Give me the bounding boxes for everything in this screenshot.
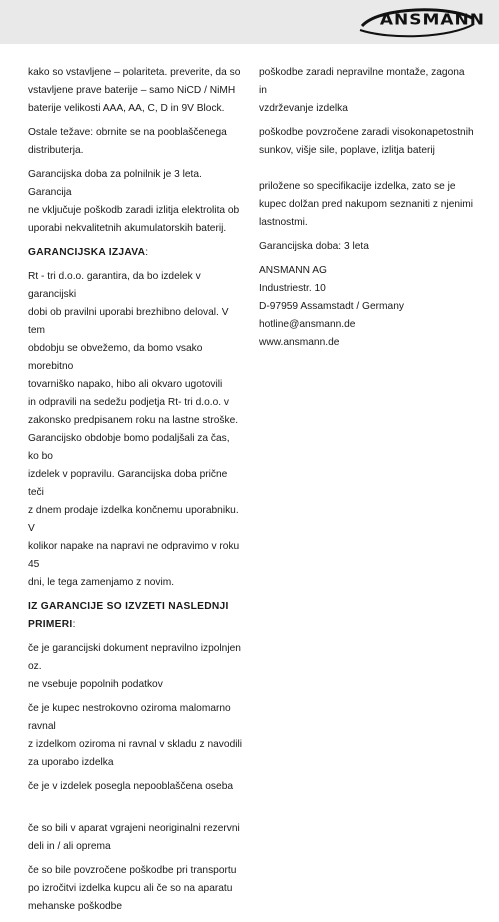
contact-email-link[interactable]: hotline@ansmann.de: [259, 319, 356, 330]
left-column: [28, 64, 243, 922]
paragraph-installation: kako so vstavljene – polariteta. preverite, da so vstavljene prave baterije – samo NiCD / NiMH baterije velikosti AAA, AA, C, D in 9V Block.: [28, 67, 241, 114]
exclusion-item: poškodbe zaradi nepravilne montaže, zagona in vzdrževanje izdelka: [259, 67, 465, 114]
exclusion-item: če so bili v aparat vgrajeni neoriginalni rezervni deli in / ali oprema: [28, 823, 240, 852]
contact-website-link[interactable]: www.ansmann.de: [259, 337, 340, 348]
exclusion-item: če je v izdelek posegla nepooblaščena oseba: [28, 781, 234, 792]
contact-street: Industriestr. 10: [259, 283, 326, 294]
contact-company: ANSMANN AG: [259, 265, 327, 276]
paragraph-other-problems: Ostale težave: obrnite se na pooblaščenega distributerja.: [28, 127, 227, 156]
heading-warranty-statement-text: GARANCIJSKA IZJAVA: [28, 247, 146, 258]
paragraph-specifications: priložene so specifikacije izdelka, zato se je kupec dolžan pred nakupom seznaniti z njenimi lastnostmi.: [259, 181, 474, 228]
heading-exclusions: [28, 598, 243, 634]
spacer: [259, 166, 474, 178]
spacer: [28, 802, 243, 820]
heading-exclusions-colon: :: [72, 619, 76, 630]
heading-warranty-statement-colon: :: [145, 247, 149, 258]
contact-city: D-97959 Assamstadt / Germany: [259, 301, 404, 312]
exclusion-item: poškodbe povzročene zaradi visokonapetostnih sunkov, višje sile, poplave, izlitja baterij: [259, 127, 474, 156]
right-column: [259, 64, 474, 352]
paragraph-charger-warranty: Garancijska doba za polnilnik je 3 leta. Garancija ne vključuje poškodb zaradi izlitja elektrolita ob uporabi nekvalitetnih akumulatorskih baterij.: [28, 169, 240, 234]
warranty-period: Garancijska doba: 3 leta: [259, 241, 369, 252]
exclusion-item: če je kupec nestrokovno oziroma malomarno ravnal z izdelkom oziroma ni ravnal v skladu z navodili za uporabo izdelka: [28, 703, 243, 768]
paragraph-warranty-terms: Rt - tri d.o.o. garantira, da bo izdelek v garancijski dobi ob pravilni uporabi brezhibno deloval. V tem obdobju se obvežemo, da bomo vsako morebitno tovarniško napako, hibo ali okvaro ugotovili in odpravili na sedežu podjetja Rt- tri d.o.o. v zakonsko predpisanem roku na lastne stroške. Garancijsko obdobje bomo podaljšali za čas, ko bo izdelek v popravilu. Garancijska doba prične teči z dnem prodaje izdelka končnemu uporabniku. V kolikor napake na napravi ne odpravimo v roku 45 dni, le tega zamenjamo z novim.: [28, 271, 240, 588]
heading-exclusions-text: IZ GARANCIJE SO IZVZETI NASLEDNJI PRIMERI: [28, 601, 229, 630]
ansmann-logo: ANSMANN: [379, 11, 485, 29]
contact-block: [259, 262, 474, 352]
exclusion-item: če so bile povzročene poškodbe pri transportu po izročitvi izdelka kupcu ali če so na aparatu mehanske poškodbe: [28, 865, 237, 912]
exclusion-item: če je garancijski dokument nepravilno izpolnjen oz. ne vsebuje popolnih podatkov: [28, 643, 241, 690]
heading-warranty-statement: [28, 244, 243, 262]
